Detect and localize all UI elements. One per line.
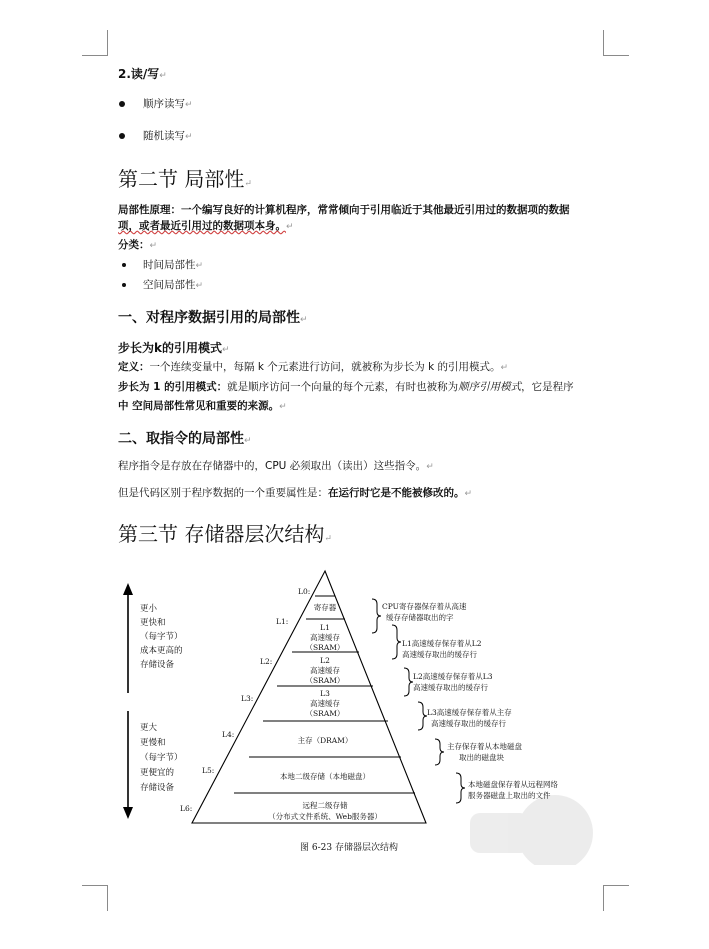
level-label: 高速缓存	[310, 699, 340, 708]
top-side-line: 存储设备	[140, 660, 175, 670]
top-side-line: 更快和	[140, 618, 166, 628]
level-label: （SRAM）	[305, 709, 345, 718]
brace-icon	[392, 625, 401, 659]
brace-icon	[435, 739, 444, 765]
level-note: L1高速缓存保存着从L2	[402, 639, 482, 648]
crop-mark	[603, 55, 629, 56]
bottom-side-line: （每字节）	[140, 753, 183, 763]
principle-line-2: 项，或者最近引用过的数据项本身。↵	[118, 220, 294, 232]
section2-title: 第二节 局部性↵	[118, 167, 252, 191]
crop-mark	[107, 885, 108, 911]
bullet-icon	[119, 133, 125, 139]
brace-icon	[418, 702, 427, 730]
crop-mark	[82, 885, 108, 886]
level-tag: L0:	[298, 587, 311, 596]
level-label: （分布式文件系统、Web服务器）	[268, 812, 382, 821]
watermark	[470, 795, 593, 865]
brace-group	[372, 599, 465, 803]
level-note: 本地磁盘保存着从远程网络	[468, 780, 558, 789]
level-label: L2	[320, 656, 330, 665]
level-note: 高速缓存取出的缓存行	[413, 683, 488, 692]
bottom-side-line: 存储设备	[140, 783, 175, 793]
top-side-line: （每字节）	[140, 632, 183, 642]
level-tag: L4:	[222, 730, 235, 739]
principle-line-1: 局部性原理：一个编写良好的计算机程序，常常倾向于引用临近于其他最近引用过的数据项的数据	[118, 204, 570, 216]
level-label: 高速缓存	[310, 633, 340, 642]
sub2-para-2: 但是代码区别于程序数据的一个重要属性是：在运行时它是不能被修改的。↵	[118, 487, 473, 499]
level-label: 远程二级存储	[302, 801, 348, 810]
level-tag: L2:	[260, 657, 273, 666]
level-label: 高速缓存	[310, 666, 340, 675]
stride1-line-1: 步长为 1 的引用模式：就是顺序访问一个向量的每个元素，有时也被称为顺序引用模式，它是程序	[118, 381, 574, 393]
stride-title: 步长为k的引用模式↵	[118, 341, 230, 355]
arrow-up-icon	[123, 583, 133, 693]
memory-hierarchy-figure	[110, 565, 600, 865]
figure-caption: 图 6-23 存储器层次结构	[300, 843, 398, 853]
crop-mark	[603, 30, 604, 56]
bullet-icon	[122, 283, 126, 287]
level-label: L3	[320, 689, 330, 698]
level-note: 高速缓存取出的缓存行	[431, 719, 506, 728]
section3-title: 第三节 存储器层次结构↵	[118, 522, 332, 546]
category-label: 分类：↵	[118, 239, 158, 251]
level-note: 缓存存储器取出的字	[386, 613, 454, 622]
level-tag: L6:	[180, 804, 193, 813]
level-label: （SRAM）	[305, 676, 345, 685]
brace-icon	[372, 599, 381, 633]
brace-icon	[404, 668, 413, 696]
level-tag: L1:	[276, 617, 289, 626]
level-label: 本地二级存储（本地磁盘）	[280, 772, 370, 781]
arrow-down-icon	[123, 711, 133, 819]
level-note: 高速缓存取出的缓存行	[402, 650, 477, 659]
bottom-side-line: 更慢和	[140, 738, 166, 748]
top-side-line: 成本更高的	[140, 646, 183, 656]
level-note: L3高速缓存保存着从主存	[427, 708, 512, 717]
rw-item-1: 顺序读写↵	[143, 98, 193, 110]
brace-icon	[456, 773, 465, 803]
bullet-icon	[122, 263, 126, 267]
rw-item-2: 随机读写↵	[143, 130, 193, 142]
level-note: CPU寄存器保存着从高速	[382, 602, 467, 611]
top-side-line: 更小	[140, 604, 158, 614]
level-label: （SRAM）	[305, 643, 345, 652]
level-label: 主存（DRAM）	[297, 736, 353, 745]
category-item-1: 时间局部性↵	[143, 259, 204, 271]
stride1-line-2: 中 空间局部性常见和重要的来源。↵	[118, 400, 287, 412]
level-note: 取出的磁盘块	[459, 753, 504, 762]
bullet-icon	[119, 101, 125, 107]
crop-mark	[603, 885, 604, 911]
level-note: 主存保存着从本地磁盘	[447, 742, 522, 751]
level-label: L1	[320, 623, 330, 632]
category-item-2: 空间局部性↵	[143, 279, 204, 291]
level-label: 寄存器	[313, 603, 337, 612]
level-tag: L5:	[202, 766, 215, 775]
rw-heading: 2.读/写↵	[118, 67, 167, 81]
bottom-side-line: 更大	[140, 723, 158, 733]
level-tag: L3:	[241, 694, 254, 703]
sub2-title: 二、取指令的局部性↵	[118, 431, 252, 447]
crop-mark	[107, 30, 108, 56]
crop-mark	[603, 885, 629, 886]
sub1-title: 一、对程序数据引用的局部性↵	[118, 310, 308, 326]
crop-mark	[82, 55, 108, 56]
sub2-para-1: 程序指令是存放在存储器中的，CPU 必须取出（读出）这些指令。↵	[118, 460, 434, 472]
definition-line: 定义：一个连续变量中，每隔 k 个元素进行访问，就被称为步长为 k 的引用模式。↵	[118, 361, 509, 373]
level-note: 服务器磁盘上取出的文件	[468, 791, 551, 800]
level-note: L2高速缓存保存着从L3	[413, 672, 493, 681]
bottom-side-line: 更便宜的	[140, 768, 175, 778]
